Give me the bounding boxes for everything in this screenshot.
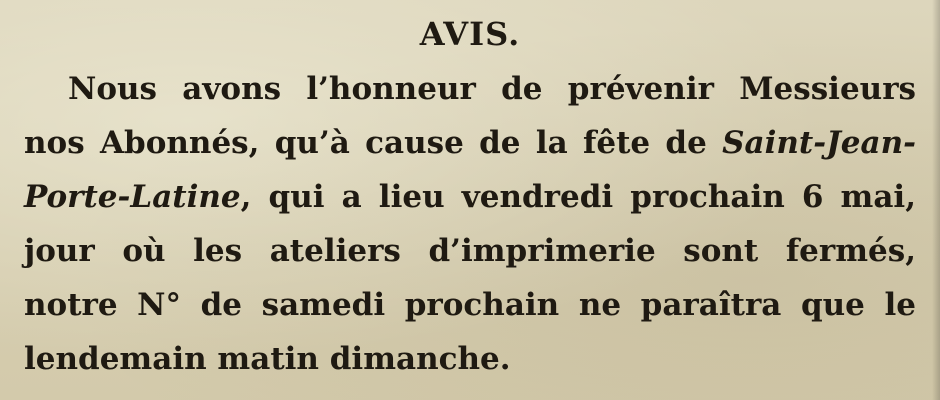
text-line-5 (24, 278, 916, 332)
text-line-2-roman: nos Abonnés, qu’à cause de la fête de (24, 125, 723, 161)
page-edge-shadow (932, 0, 940, 400)
text-line-4-roman: jour où les ateliers d’imprimerie sont fermés, (24, 233, 916, 269)
text-line-5-roman: notre N° de samedi prochain ne paraîtra que le (24, 287, 916, 323)
text-line-2-italic: Saint-Jean- (722, 125, 916, 161)
text-line-3-italic: Porte-Latine (24, 179, 241, 215)
text-line-2 (24, 116, 916, 170)
text-line-1 (24, 62, 916, 116)
text-line-3 (24, 170, 916, 224)
text-line-1-roman: Nous avons l’honneur de prévenir Messieurs (68, 71, 916, 107)
text-line-4 (24, 224, 916, 278)
notice-title: AVIS. (419, 15, 521, 53)
text-line-6 (24, 332, 916, 386)
text-line-6-roman: lendemain matin dimanche. (24, 341, 511, 377)
text-line-3-roman: , qui a lieu vendredi prochain 6 mai, (240, 179, 916, 215)
notice-paragraph (24, 62, 916, 386)
